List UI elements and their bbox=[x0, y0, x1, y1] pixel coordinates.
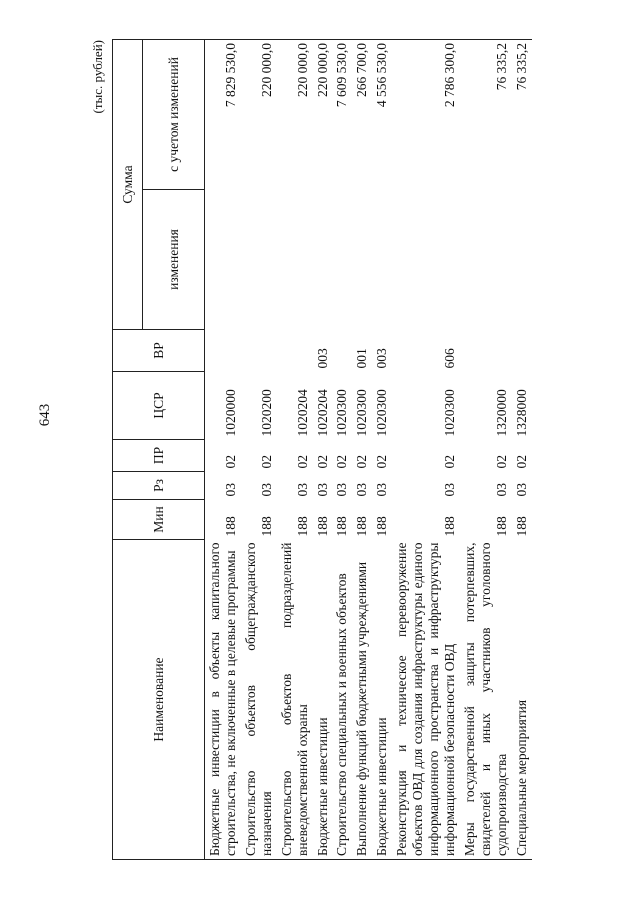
rotated-table-container bbox=[90, 40, 590, 860]
row-csr: 1020204 bbox=[314, 389, 330, 437]
row-min: 188 bbox=[334, 516, 350, 537]
row-vr: 003 bbox=[374, 348, 390, 369]
row-csr: 1020300 bbox=[441, 389, 457, 437]
row-rz: 03 bbox=[334, 483, 350, 497]
table-row bbox=[313, 39, 333, 859]
row-csr: 1328000 bbox=[513, 389, 529, 437]
row-vr: 003 bbox=[314, 348, 330, 369]
row-vr bbox=[277, 330, 313, 372]
row-csr: 1020200 bbox=[258, 389, 274, 437]
row-changes bbox=[241, 190, 277, 330]
header-pr: ПР bbox=[113, 440, 205, 472]
header-with-changes: с учетом изменений bbox=[143, 39, 205, 189]
row-name: Бюджетные инвестиции bbox=[372, 540, 392, 860]
row-changes bbox=[205, 190, 241, 330]
row-total: 2 786 300,0 bbox=[392, 39, 460, 189]
row-csr: 1320000 bbox=[493, 389, 509, 437]
row-changes bbox=[277, 190, 313, 330]
row-rz: 03 bbox=[493, 483, 509, 497]
row-total: 4 556 530,0 bbox=[372, 39, 392, 189]
row-min: 188 bbox=[374, 516, 390, 537]
row-total: 7 829 530,0 bbox=[205, 39, 241, 189]
row-min: 188 bbox=[513, 516, 529, 537]
table-row bbox=[332, 39, 352, 859]
header-name: Наименование bbox=[113, 540, 205, 860]
row-changes bbox=[352, 190, 372, 330]
row-pr: 02 bbox=[354, 455, 370, 469]
row-min: 188 bbox=[258, 516, 274, 537]
row-rz: 03 bbox=[258, 483, 274, 497]
table-row bbox=[241, 39, 277, 859]
row-pr: 02 bbox=[314, 455, 330, 469]
row-total: 76 335,2 bbox=[512, 39, 532, 189]
row-pr: 02 bbox=[334, 455, 350, 469]
row-pr: 02 bbox=[441, 455, 457, 469]
row-total: 76 335,2 bbox=[460, 39, 512, 189]
row-name: Строительство объектов общегражданского назначения bbox=[241, 540, 277, 860]
row-total: 220 000,0 bbox=[241, 39, 277, 189]
row-csr: 1020204 bbox=[294, 389, 310, 437]
row-pr: 02 bbox=[513, 455, 529, 469]
row-min: 188 bbox=[294, 516, 310, 537]
row-rz: 03 bbox=[314, 483, 330, 497]
document-sheet bbox=[90, 40, 640, 860]
row-rz: 03 bbox=[374, 483, 390, 497]
units-label: (тыс. рублей) bbox=[90, 40, 105, 114]
row-changes bbox=[512, 190, 532, 330]
row-name: Строительство объектов подразделений вневедомственной охраны bbox=[277, 540, 313, 860]
row-min: 188 bbox=[222, 516, 238, 537]
row-name: Бюджетные инвестиции bbox=[313, 540, 333, 860]
row-rz: 03 bbox=[222, 483, 238, 497]
row-changes bbox=[372, 190, 392, 330]
header-min: Мин bbox=[113, 500, 205, 540]
row-rz: 03 bbox=[441, 483, 457, 497]
row-csr: 1020300 bbox=[374, 389, 390, 437]
header-sum: Сумма bbox=[113, 39, 143, 329]
row-name: Выполнение функций бюджетными учреждениями bbox=[352, 540, 372, 860]
row-changes bbox=[460, 190, 512, 330]
row-min: 188 bbox=[441, 516, 457, 537]
table-row bbox=[277, 39, 313, 859]
row-name: Бюджетные инвестиции в объекты капитального строительства, не включенные в целевые программы bbox=[205, 540, 241, 860]
row-pr: 02 bbox=[258, 455, 274, 469]
row-vr bbox=[512, 330, 532, 372]
row-total: 266 700,0 bbox=[352, 39, 372, 189]
table-row bbox=[352, 39, 372, 859]
row-name: Меры государственной защиты потерпевших, свидетелей и иных участников уголовного судопроизводства bbox=[460, 540, 512, 860]
row-vr bbox=[460, 330, 512, 372]
row-name: Строительство специальных и военных объектов bbox=[332, 540, 352, 860]
row-name: Реконструкция и техническое перевооружение объектов ОВД для создания инфраструктуры единого информационного пространства и инфраструктуры информационной безопасности ОВД bbox=[392, 540, 460, 860]
row-min: 188 bbox=[314, 516, 330, 537]
header-rz: Рз bbox=[113, 472, 205, 500]
row-vr: 606 bbox=[441, 348, 457, 369]
row-total: 7 609 530,0 bbox=[332, 39, 352, 189]
page-number: 643 bbox=[37, 403, 53, 427]
row-csr: 1020300 bbox=[334, 389, 350, 437]
row-rz: 03 bbox=[513, 483, 529, 497]
row-pr: 02 bbox=[222, 455, 238, 469]
row-min: 188 bbox=[354, 516, 370, 537]
row-rz: 03 bbox=[354, 483, 370, 497]
row-vr bbox=[205, 330, 241, 372]
row-csr: 1020300 bbox=[354, 389, 370, 437]
table-body bbox=[205, 39, 532, 859]
table-row bbox=[392, 39, 460, 859]
table-row bbox=[205, 39, 241, 859]
row-pr: 02 bbox=[374, 455, 390, 469]
table-row bbox=[372, 39, 392, 859]
row-vr bbox=[241, 330, 277, 372]
table-row bbox=[512, 39, 532, 859]
row-pr: 02 bbox=[493, 455, 509, 469]
row-pr: 02 bbox=[294, 455, 310, 469]
row-name: Специальные мероприятия bbox=[512, 540, 532, 860]
row-vr: 001 bbox=[354, 348, 370, 369]
row-vr bbox=[332, 330, 352, 372]
row-changes bbox=[313, 190, 333, 330]
row-rz: 03 bbox=[294, 483, 310, 497]
row-total: 220 000,0 bbox=[313, 39, 333, 189]
header-vr: ВР bbox=[113, 330, 205, 372]
header-csr: ЦСР bbox=[113, 372, 205, 440]
row-changes bbox=[392, 190, 460, 330]
row-changes bbox=[332, 190, 352, 330]
table-row bbox=[460, 39, 512, 859]
row-min: 188 bbox=[493, 516, 509, 537]
row-csr: 1020000 bbox=[222, 389, 238, 437]
header-changes: изменения bbox=[143, 190, 205, 330]
budget-table bbox=[112, 39, 532, 860]
row-total: 220 000,0 bbox=[277, 39, 313, 189]
